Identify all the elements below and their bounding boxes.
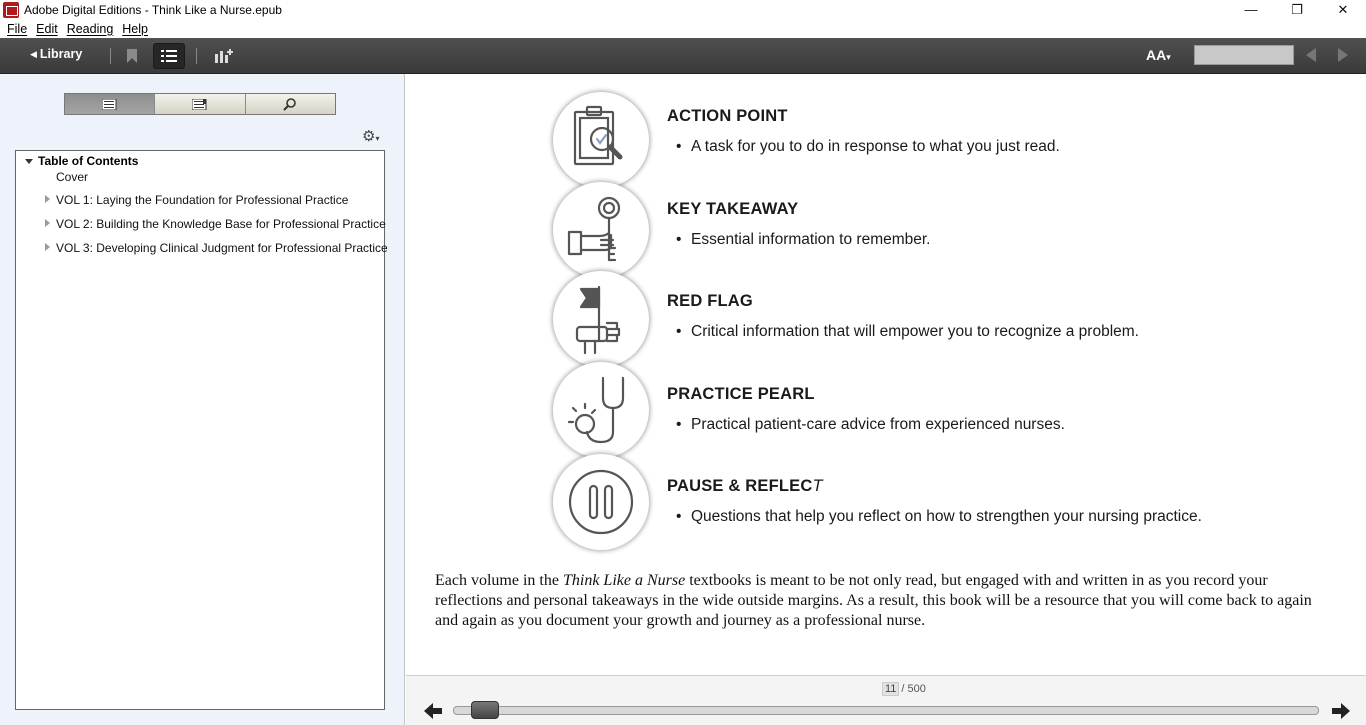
feature-title-text: PAUSE & REFLEC bbox=[667, 477, 813, 495]
feature-title: ACTION POINT bbox=[667, 107, 788, 125]
hand-key-icon bbox=[553, 182, 649, 278]
previous-page-arrow-icon[interactable] bbox=[424, 703, 442, 719]
feature-title-italic: T bbox=[812, 477, 823, 495]
expand-icon[interactable] bbox=[45, 219, 50, 227]
total-pages: / 500 bbox=[901, 683, 926, 695]
navigation-panel bbox=[0, 74, 405, 725]
toc-item-vol1[interactable]: VOL 1: Laying the Foundation for Professional Practice bbox=[56, 193, 349, 207]
window-title: Adobe Digital Editions - Think Like a Nurse.epub bbox=[24, 2, 282, 17]
feature-description: • Essential information to remember. bbox=[691, 231, 931, 249]
feature-title: PRACTICE PEARL bbox=[667, 385, 815, 403]
font-size-label: AA bbox=[1146, 47, 1167, 63]
toc-tree bbox=[15, 150, 388, 710]
stethoscope-icon bbox=[553, 362, 649, 458]
expand-icon[interactable] bbox=[45, 195, 50, 203]
feature-description: • Questions that help you reflect on how to strengthen your nursing practice. bbox=[691, 508, 1202, 526]
hand-flag-icon bbox=[553, 271, 649, 367]
bookmarks-tab[interactable] bbox=[155, 94, 245, 114]
expand-icon[interactable] bbox=[45, 243, 50, 251]
feature-description: • A task for you to do in response to what you just read. bbox=[691, 138, 1060, 156]
toc-item-vol2[interactable]: VOL 2: Building the Knowledge Base for Professional Practice bbox=[56, 217, 386, 231]
toc-list-icon bbox=[102, 99, 118, 110]
library-button[interactable] bbox=[30, 47, 82, 61]
previous-page-icon[interactable] bbox=[1306, 48, 1316, 62]
toc-root[interactable] bbox=[25, 154, 138, 168]
feature-title: KEY TAKEAWAY bbox=[667, 200, 799, 218]
dropdown-arrow-icon: ▾ bbox=[1166, 52, 1171, 62]
menu-reading[interactable]: Reading bbox=[66, 21, 114, 36]
font-size-button[interactable] bbox=[1146, 47, 1171, 63]
reading-progress-slider[interactable] bbox=[453, 706, 1319, 715]
feature-description: • Critical information that will empower you to recognize a problem. bbox=[691, 323, 1139, 341]
body-paragraph bbox=[435, 571, 1335, 631]
feature-description: • Practical patient-care advice from experienced nurses. bbox=[691, 416, 1065, 434]
search-icon bbox=[283, 97, 297, 111]
toc-root-label: Table of Contents bbox=[38, 154, 139, 168]
current-page[interactable]: 11 bbox=[882, 682, 899, 696]
book-title: Think Like a Nurse bbox=[562, 572, 686, 589]
toolbar-divider bbox=[196, 48, 197, 64]
page-indicator bbox=[882, 682, 926, 696]
menu-edit[interactable]: Edit bbox=[36, 21, 58, 36]
toolbar-divider bbox=[110, 48, 111, 64]
add-to-library-icon[interactable] bbox=[214, 43, 234, 69]
paragraph-text: Each volume in the bbox=[435, 572, 563, 589]
search-tab[interactable] bbox=[246, 94, 335, 114]
feature-title bbox=[667, 477, 823, 496]
menu-bar bbox=[0, 19, 1366, 38]
back-arrow-icon: ◀ bbox=[30, 48, 37, 59]
panel-view-selector bbox=[64, 93, 336, 115]
gear-icon[interactable]: ⚙▾ bbox=[362, 128, 380, 145]
toc-item-vol3[interactable]: VOL 3: Developing Clinical Judgment for Professional Practice bbox=[56, 241, 388, 255]
app-icon bbox=[3, 2, 19, 18]
window-controls bbox=[1228, 0, 1366, 19]
title-bar bbox=[0, 0, 1366, 19]
feature-title: RED FLAG bbox=[667, 292, 753, 310]
reading-pane[interactable] bbox=[406, 74, 1366, 675]
collapse-icon[interactable] bbox=[25, 159, 33, 164]
paragraph-text: textbooks is meant to be not only read, but engaged with and written in as you record your reflections and personal takeaways in the wide outside margins. As a result, this book will be a resource that you will come back to again and again as you document your growth and journey as a professional nurse. bbox=[435, 572, 1312, 629]
bookmark-icon[interactable] bbox=[124, 43, 140, 69]
toolbar bbox=[0, 38, 1366, 74]
page-navigation-bar bbox=[406, 675, 1366, 725]
minimize-button[interactable]: — bbox=[1244, 2, 1258, 17]
clipboard-magnifier-icon bbox=[553, 92, 649, 188]
bookmark-list-icon bbox=[192, 99, 208, 110]
toc-view-icon[interactable] bbox=[153, 43, 185, 69]
page-number-input[interactable] bbox=[1194, 45, 1294, 65]
restore-button[interactable]: ❐ bbox=[1291, 1, 1303, 17]
menu-file[interactable]: File bbox=[7, 21, 28, 36]
library-label: Library bbox=[39, 47, 83, 61]
next-page-arrow-icon[interactable] bbox=[1332, 703, 1350, 719]
slider-thumb[interactable] bbox=[471, 701, 499, 719]
toc-item-cover[interactable]: Cover bbox=[56, 170, 89, 184]
next-page-icon[interactable] bbox=[1338, 48, 1348, 62]
menu-help[interactable]: Help bbox=[122, 21, 148, 36]
pause-icon bbox=[553, 454, 649, 550]
close-button[interactable]: ✕ bbox=[1337, 1, 1349, 17]
toc-tab[interactable] bbox=[65, 94, 155, 114]
